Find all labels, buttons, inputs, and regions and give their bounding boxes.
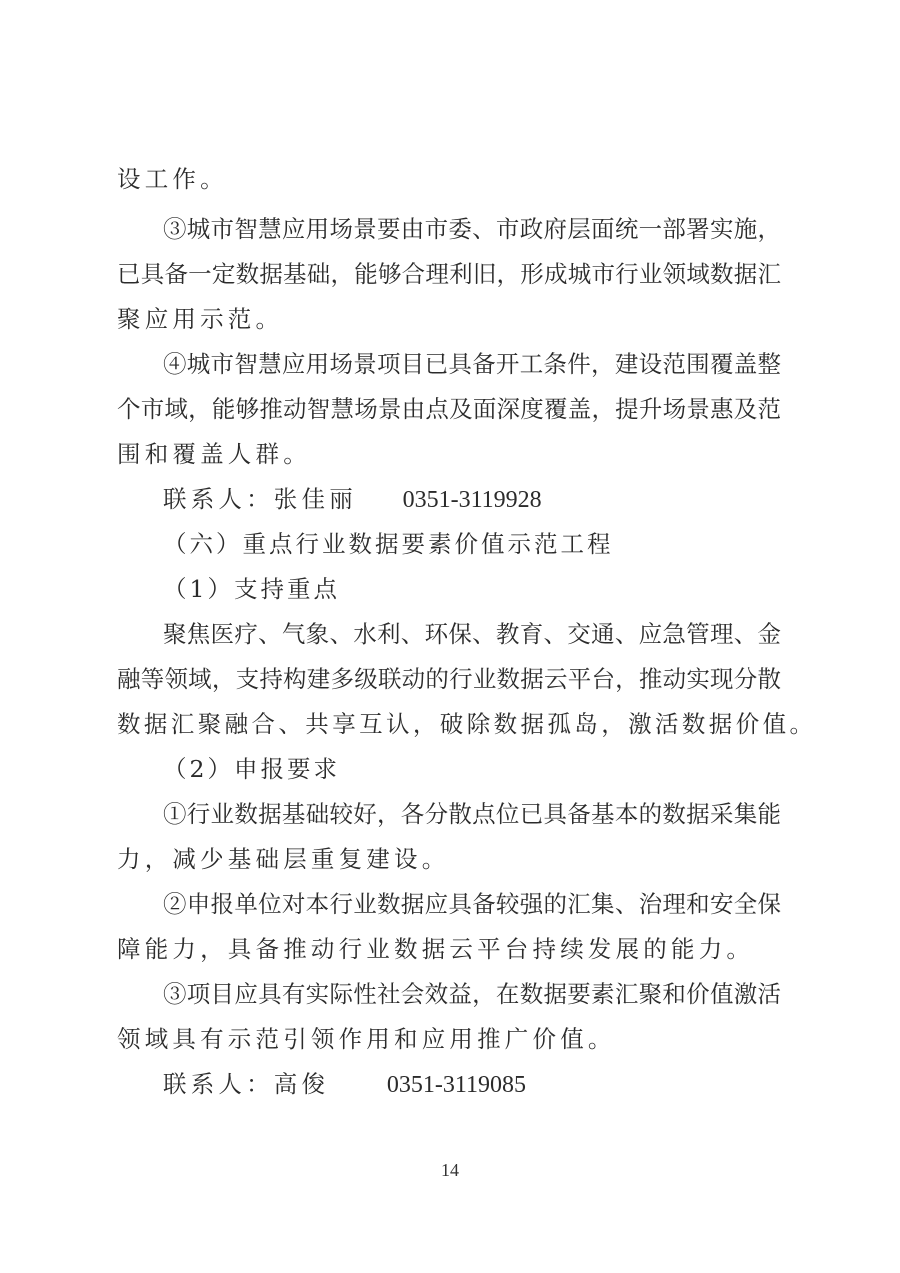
body-text-line: 聚焦医疗、气象、水利、环保、教育、交通、应急管理、金 (163, 620, 781, 648)
body-text-line: 领域具有示范引领作用和应用推广价值。 (117, 1025, 616, 1053)
contact-name: 联系人：张佳丽 (163, 485, 357, 513)
body-text-line: 个市域，能够推动智慧场景由点及面深度覆盖，提升场景惠及范 (117, 395, 781, 423)
body-text-line: 数据汇聚融合、共享互认，破除数据孤岛，激活数据价值。 (117, 710, 817, 738)
body-text-line: 力，减少基础层重复建设。 (117, 845, 450, 873)
body-text-line: 围和覆盖人群。 (117, 440, 311, 468)
body-text-line: ①行业数据基础较好，各分散点位已具备基本的数据采集能 (163, 800, 781, 828)
section-heading: （六）重点行业数据要素价值示范工程 (163, 530, 614, 558)
body-text-line: 已具备一定数据基础，能够合理利旧，形成城市行业领域数据汇 (117, 260, 781, 288)
body-text-line: ③项目应具有实际性社会效益，在数据要素汇聚和价值激活 (163, 980, 781, 1008)
body-text-line: 障能力，具备推动行业数据云平台持续发展的能力。 (117, 935, 755, 963)
body-text-line: 设工作。 (117, 165, 228, 193)
contact-name: 联系人：高俊 (163, 1070, 330, 1098)
subheading-application-requirements: （2）申报要求 (163, 755, 340, 783)
body-text-line: 融等领域，支持构建多级联动的行业数据云平台，推动实现分散 (117, 665, 781, 693)
page-number: 14 (441, 1160, 459, 1180)
contact-line-1 (163, 484, 542, 515)
contact-phone: 0351-3119085 (386, 1072, 526, 1098)
body-text-line: ②申报单位对本行业数据应具备较强的汇集、治理和安全保 (163, 890, 781, 918)
contact-phone: 0351-3119928 (402, 487, 542, 513)
contact-line-2 (163, 1069, 526, 1100)
body-text-line: 聚应用示范。 (117, 305, 284, 333)
body-text-line: ④城市智慧应用场景项目已具备开工条件，建设范围覆盖整 (163, 350, 781, 378)
body-text-line: ③城市智慧应用场景要由市委、市政府层面统一部署实施， (163, 215, 781, 243)
subheading-support-focus: （1）支持重点 (163, 575, 340, 603)
